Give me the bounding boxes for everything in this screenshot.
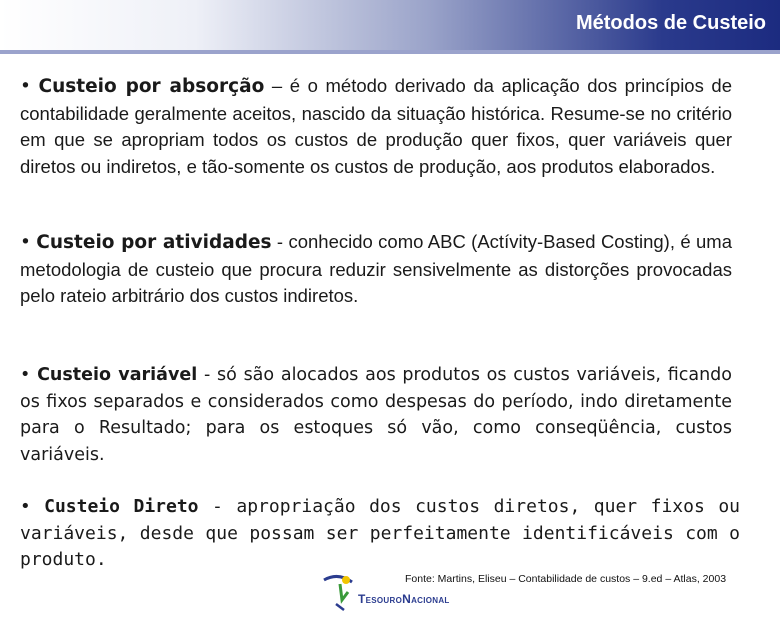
bullet: • (20, 496, 31, 517)
slide-header (0, 0, 780, 54)
section-text: apropriação dos custos diretos, quer fixos ou variáveis, desde que possam ser perfeitamente identificáveis com o produto. (20, 496, 740, 570)
bullet: • (20, 76, 31, 97)
section-term: Custeio variável (37, 365, 198, 385)
logo-text: TesouroNacional (358, 592, 450, 606)
section-text: conhecido como ABC (Actívity-Based Costing), é uma metodologia de custeio que procura reduzir sensivelmente as distorções provocadas pelo rateio arbitrário dos custos indiretos. (20, 231, 732, 306)
section-text: é o método derivado da aplicação dos princípios de contabilidade geralmente aceitos, nascido da situação histórica. Resume-se no critério em que se apropriam todos os custos de produção quer fixos, quer variáveis quer diretos ou indiretos, e tão-somente os custos de produção, aos produtos elaborados. (20, 75, 733, 177)
section-separator: - (198, 496, 237, 517)
section-separator: - (197, 365, 218, 385)
source-citation: Fonte: Martins, Eliseu – Contabilidade de custos – 9.ed – Atlas, 2003 (405, 573, 727, 585)
logo-star-icon (342, 576, 350, 584)
section-activities (20, 229, 732, 310)
logo-figure-icon (340, 584, 348, 600)
section-text: só são alocados aos produtos os custos variáveis, ficando os fixos separados e considerados como despesas do período, indo diretamente para o Resultado; para os estoques só vão, como conseqüência, custos variáveis. (20, 365, 732, 465)
section-term: Custeio Direto (44, 496, 199, 517)
slide-title: Métodos de Custeio (575, 12, 766, 34)
section-variable (20, 362, 732, 468)
section-direct (20, 494, 740, 574)
bullet: • (20, 232, 31, 253)
bullet: • (20, 365, 31, 385)
section-term: Custeio por atividades (36, 232, 272, 253)
section-term: Custeio por absorção (38, 76, 265, 97)
section-separator: - (271, 231, 289, 252)
section-separator: – (264, 75, 290, 96)
section-absorption (20, 73, 732, 180)
